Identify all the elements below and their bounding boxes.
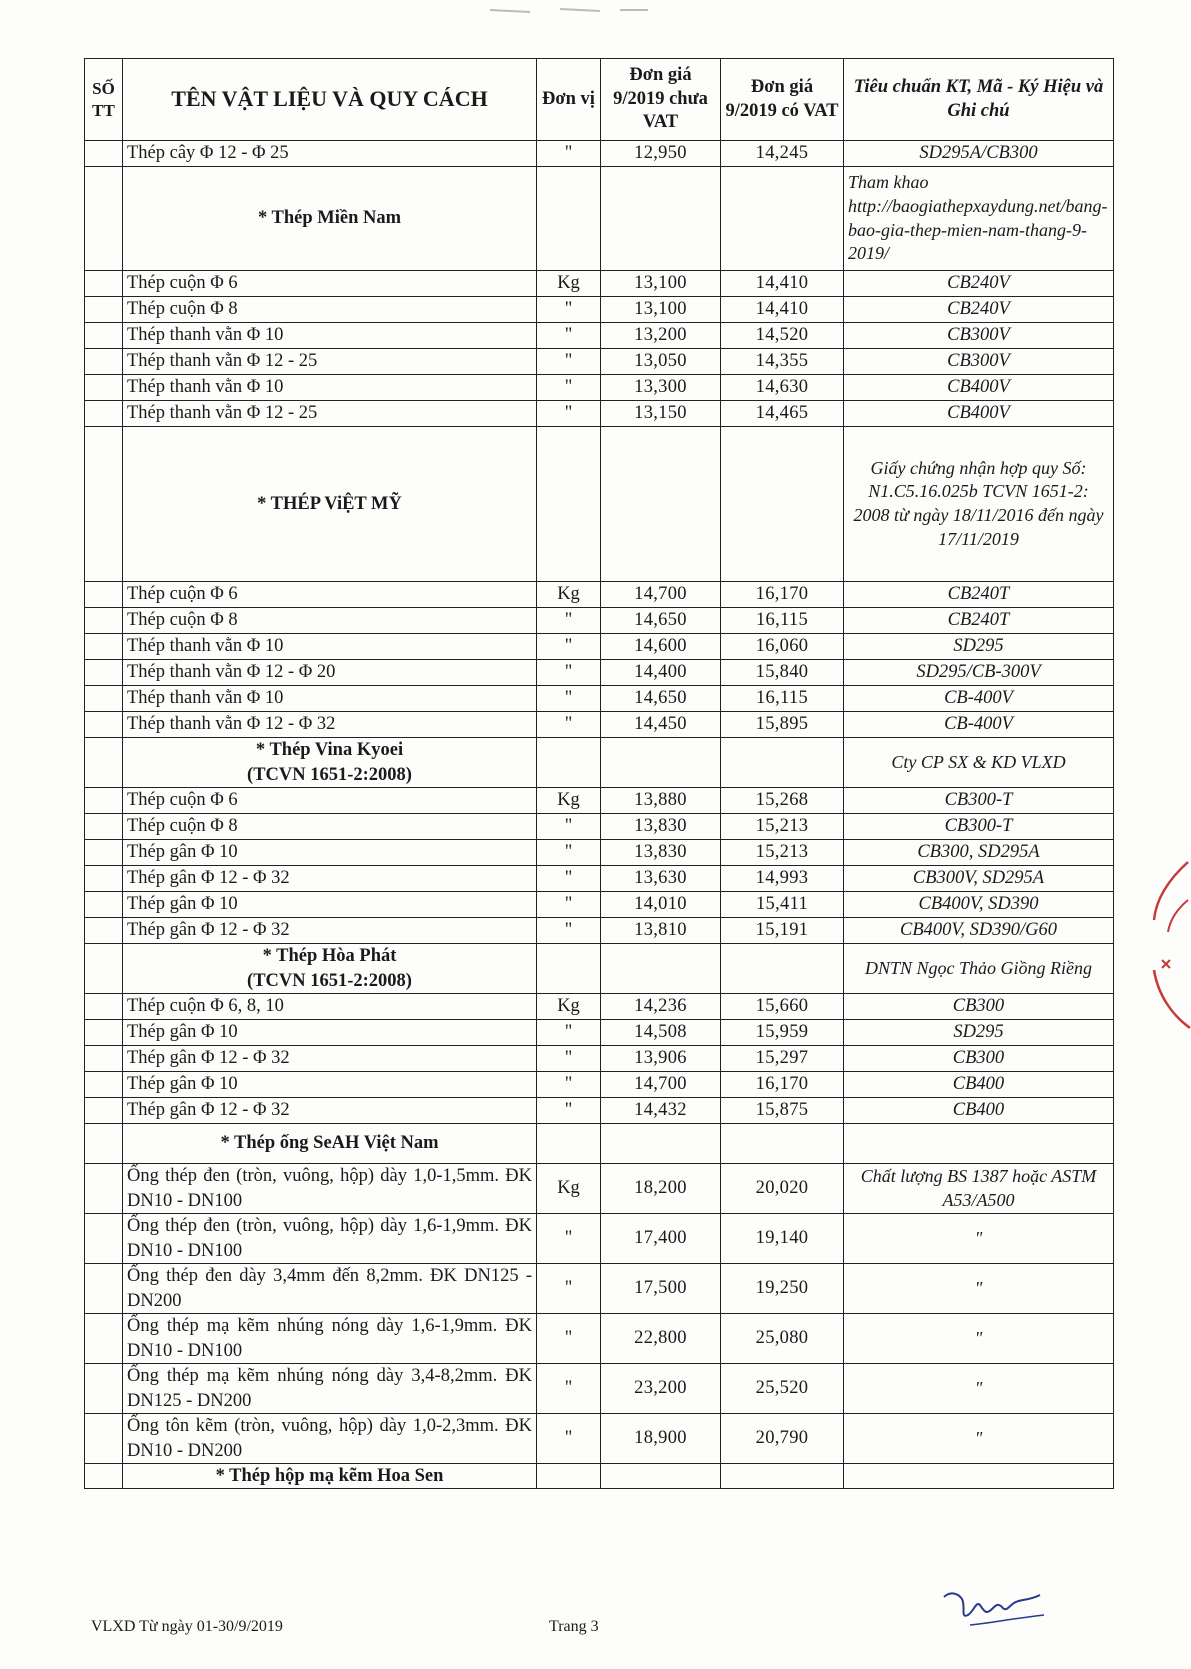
cell-stt xyxy=(85,141,123,167)
cell-price-ex-vat: 13,050 xyxy=(601,349,721,375)
section-title-line: * Thép Hòa Phát xyxy=(262,946,397,967)
cell-note: DNTN Ngọc Thảo Giồng Riềng xyxy=(844,944,1114,994)
cell-note: Chất lượng BS 1387 hoặc ASTM A53/A500 xyxy=(844,1164,1114,1214)
cell-price-ex-vat xyxy=(601,738,721,788)
cell-stt xyxy=(85,1164,123,1214)
cell-note: CB400V, SD390/G60 xyxy=(844,918,1114,944)
cell-price-ex-vat: 14,450 xyxy=(601,712,721,738)
cell-price-inc-vat: 14,410 xyxy=(721,297,844,323)
cell-note: CB300-T xyxy=(844,788,1114,814)
cell-stt xyxy=(85,686,123,712)
cell-note: SD295 xyxy=(844,1020,1114,1046)
cell-name: Thép cuộn Φ 8 xyxy=(123,297,537,323)
cell-price-inc-vat: 19,140 xyxy=(721,1214,844,1264)
table-header-row xyxy=(85,59,1114,141)
table-row xyxy=(85,582,1114,608)
cell-price-inc-vat: 19,250 xyxy=(721,1264,844,1314)
cell-price-ex-vat: 13,880 xyxy=(601,788,721,814)
scan-artifact xyxy=(490,4,650,18)
cell-price-ex-vat: 14,600 xyxy=(601,634,721,660)
cell-price-inc-vat xyxy=(721,1124,844,1164)
red-stamp-fragment xyxy=(1148,860,1191,1030)
cell-note: CB300 xyxy=(844,994,1114,1020)
header-note: Tiêu chuẩn KT, Mã - Ký Hiệu và Ghi chú xyxy=(844,59,1114,141)
cell-unit: " xyxy=(537,1264,601,1314)
cell-price-inc-vat xyxy=(721,738,844,788)
cell-note: CB240T xyxy=(844,582,1114,608)
cell-price-ex-vat: 14,010 xyxy=(601,892,721,918)
cell-stt xyxy=(85,1098,123,1124)
cell-unit: Kg xyxy=(537,1164,601,1214)
cell-price-ex-vat: 22,800 xyxy=(601,1314,721,1364)
cell-name: Ống thép đen dày 3,4mm đến 8,2mm. ĐK DN125 - DN200 xyxy=(123,1264,537,1314)
cell-unit: " xyxy=(537,1414,601,1464)
cell-note: " xyxy=(844,1314,1114,1364)
cell-name: Ống thép đen (tròn, vuông, hộp) dày 1,6-1,9mm. ĐK DN10 - DN100 xyxy=(123,1214,537,1264)
cell-stt xyxy=(85,660,123,686)
signature-mark xyxy=(940,1585,1050,1635)
cell-price-ex-vat xyxy=(601,1464,721,1489)
cell-price-inc-vat: 14,245 xyxy=(721,141,844,167)
cell-stt xyxy=(85,375,123,401)
cell-price-inc-vat: 14,410 xyxy=(721,271,844,297)
cell-note: Tham khao http://baogiathepxaydung.net/bang-bao-gia-thep-mien-nam-thang-9-2019/ xyxy=(844,167,1114,271)
table-row xyxy=(85,892,1114,918)
cell-stt xyxy=(85,1414,123,1464)
cell-unit: " xyxy=(537,892,601,918)
cell-price-ex-vat: 12,950 xyxy=(601,141,721,167)
section-title xyxy=(123,427,537,582)
cell-name: Thép gân Φ 12 - Φ 32 xyxy=(123,1046,537,1072)
table-row xyxy=(85,994,1114,1020)
cell-price-inc-vat: 15,660 xyxy=(721,994,844,1020)
cell-stt xyxy=(85,1214,123,1264)
cell-stt xyxy=(85,427,123,582)
section-title-line: * Thép ống SeAH Việt Nam xyxy=(220,1133,439,1154)
cell-stt xyxy=(85,167,123,271)
cell-price-ex-vat: 14,508 xyxy=(601,1020,721,1046)
table-row xyxy=(85,1164,1114,1214)
cell-unit: " xyxy=(537,712,601,738)
cell-stt xyxy=(85,1264,123,1314)
section-title xyxy=(123,1124,537,1164)
cell-price-ex-vat: 14,700 xyxy=(601,582,721,608)
table-row xyxy=(85,1020,1114,1046)
cell-unit: " xyxy=(537,1214,601,1264)
cell-note: CB-400V xyxy=(844,712,1114,738)
cell-name: Thép cuộn Φ 8 xyxy=(123,814,537,840)
cell-note: CB300V xyxy=(844,349,1114,375)
cell-price-ex-vat xyxy=(601,167,721,271)
cell-unit: " xyxy=(537,686,601,712)
cell-price-inc-vat: 15,297 xyxy=(721,1046,844,1072)
cell-stt xyxy=(85,738,123,788)
cell-note: SD295A/CB300 xyxy=(844,141,1114,167)
section-title xyxy=(123,738,537,788)
table-row xyxy=(85,634,1114,660)
cell-unit: " xyxy=(537,918,601,944)
cell-stt xyxy=(85,1464,123,1489)
cell-price-ex-vat: 23,200 xyxy=(601,1364,721,1414)
cell-note: CB-400V xyxy=(844,686,1114,712)
cell-name: Ống tôn kẽm (tròn, vuông, hộp) dày 1,0-2,3mm. ĐK DN10 - DN200 xyxy=(123,1414,537,1464)
cell-price-inc-vat: 15,411 xyxy=(721,892,844,918)
cell-price-inc-vat: 15,191 xyxy=(721,918,844,944)
cell-unit: " xyxy=(537,1020,601,1046)
cell-unit xyxy=(537,167,601,271)
table-row xyxy=(85,1046,1114,1072)
cell-stt xyxy=(85,634,123,660)
cell-note: CB300V xyxy=(844,323,1114,349)
cell-unit: " xyxy=(537,1098,601,1124)
header-stt: SỐ TT xyxy=(85,59,123,141)
table-row xyxy=(85,1364,1114,1414)
cell-price-inc-vat: 15,895 xyxy=(721,712,844,738)
cell-stt xyxy=(85,608,123,634)
cell-stt xyxy=(85,582,123,608)
section-title xyxy=(123,944,537,994)
table-row xyxy=(85,814,1114,840)
cell-price-ex-vat: 13,150 xyxy=(601,401,721,427)
table-row xyxy=(85,788,1114,814)
cell-price-inc-vat: 15,268 xyxy=(721,788,844,814)
cell-unit: " xyxy=(537,1046,601,1072)
cell-price-inc-vat: 20,790 xyxy=(721,1414,844,1464)
cell-price-inc-vat xyxy=(721,1464,844,1489)
cell-unit xyxy=(537,427,601,582)
cell-stt xyxy=(85,349,123,375)
cell-stt xyxy=(85,1124,123,1164)
cell-name: Thép cuộn Φ 6 xyxy=(123,271,537,297)
cell-note: Giấy chứng nhận hợp quy Số: N1.C5.16.025b TCVN 1651-2: 2008 từ ngày 18/11/2016 đến ngày 17/11/2019 xyxy=(844,427,1114,582)
cell-price-ex-vat: 13,630 xyxy=(601,866,721,892)
cell-stt xyxy=(85,297,123,323)
cell-stt xyxy=(85,814,123,840)
cell-unit: " xyxy=(537,297,601,323)
table-row xyxy=(85,1072,1114,1098)
cell-note: CB300, SD295A xyxy=(844,840,1114,866)
cell-price-inc-vat: 15,840 xyxy=(721,660,844,686)
cell-unit: " xyxy=(537,660,601,686)
table-row xyxy=(85,349,1114,375)
cell-price-ex-vat xyxy=(601,1124,721,1164)
table-row xyxy=(85,323,1114,349)
table-row xyxy=(85,712,1114,738)
cell-note: CB300V, SD295A xyxy=(844,866,1114,892)
cell-unit xyxy=(537,1464,601,1489)
cell-price-inc-vat: 14,630 xyxy=(721,375,844,401)
cell-note: " xyxy=(844,1414,1114,1464)
header-price-inc-vat: Đơn giá 9/2019 có VAT xyxy=(721,59,844,141)
section-title xyxy=(123,167,537,271)
cell-price-inc-vat: 14,465 xyxy=(721,401,844,427)
cell-price-ex-vat: 13,100 xyxy=(601,271,721,297)
price-table xyxy=(84,58,1114,1489)
table-row xyxy=(85,918,1114,944)
table-row xyxy=(85,608,1114,634)
cell-unit: " xyxy=(537,375,601,401)
cell-name: Thép gân Φ 10 xyxy=(123,1020,537,1046)
cell-price-ex-vat: 13,200 xyxy=(601,323,721,349)
cell-price-inc-vat: 15,875 xyxy=(721,1098,844,1124)
section-row xyxy=(85,738,1114,788)
cell-unit: " xyxy=(537,349,601,375)
cell-name: Thép thanh vằn Φ 12 - 25 xyxy=(123,349,537,375)
section-title-line: * Thép Vina Kyoei xyxy=(255,740,404,761)
cell-note: CB300-T xyxy=(844,814,1114,840)
cell-stt xyxy=(85,1020,123,1046)
cell-name: Thép gân Φ 12 - Φ 32 xyxy=(123,866,537,892)
section-title-line: * THÉP ViỆT MỸ xyxy=(257,493,402,514)
cell-price-ex-vat: 13,906 xyxy=(601,1046,721,1072)
cell-note xyxy=(844,1464,1114,1489)
cell-name: Thép gân Φ 10 xyxy=(123,840,537,866)
cell-unit: " xyxy=(537,1364,601,1414)
table-row xyxy=(85,271,1114,297)
cell-unit xyxy=(537,1124,601,1164)
cell-price-ex-vat: 13,810 xyxy=(601,918,721,944)
cell-price-inc-vat: 16,115 xyxy=(721,608,844,634)
cell-price-inc-vat: 25,520 xyxy=(721,1364,844,1414)
table-row xyxy=(85,1314,1114,1364)
cell-name: Thép cuộn Φ 6 xyxy=(123,788,537,814)
table-row xyxy=(85,141,1114,167)
cell-name: Thép gân Φ 10 xyxy=(123,1072,537,1098)
cell-stt xyxy=(85,271,123,297)
cell-stt xyxy=(85,712,123,738)
cell-note: CB400V xyxy=(844,401,1114,427)
cell-name: Thép thanh vằn Φ 10 xyxy=(123,634,537,660)
cell-price-inc-vat: 14,993 xyxy=(721,866,844,892)
table-row xyxy=(85,1414,1114,1464)
cell-price-ex-vat: 18,900 xyxy=(601,1414,721,1464)
cell-price-inc-vat xyxy=(721,167,844,271)
cell-name: Thép thanh vằn Φ 10 xyxy=(123,323,537,349)
cell-unit xyxy=(537,738,601,788)
cell-price-inc-vat: 14,520 xyxy=(721,323,844,349)
cell-stt xyxy=(85,1364,123,1414)
table-row xyxy=(85,1098,1114,1124)
footer-date-range: VLXD Từ ngày 01-30/9/2019 xyxy=(91,1618,283,1635)
cell-stt xyxy=(85,1072,123,1098)
cell-stt xyxy=(85,401,123,427)
cell-name: Thép cây Φ 12 - Φ 25 xyxy=(123,141,537,167)
header-unit: Đơn vị xyxy=(537,59,601,141)
cell-unit: " xyxy=(537,634,601,660)
header-name: TÊN VẬT LIỆU VÀ QUY CÁCH xyxy=(123,59,537,141)
cell-name: Thép thanh vằn Φ 12 - Φ 20 xyxy=(123,660,537,686)
cell-price-ex-vat: 13,100 xyxy=(601,297,721,323)
section-row xyxy=(85,944,1114,994)
cell-unit: Kg xyxy=(537,582,601,608)
cell-note: " xyxy=(844,1364,1114,1414)
cell-note: CB240V xyxy=(844,271,1114,297)
cell-note: CB240V xyxy=(844,297,1114,323)
cell-note: Cty CP SX & KD VLXD xyxy=(844,738,1114,788)
cell-unit: Kg xyxy=(537,271,601,297)
cell-price-ex-vat xyxy=(601,944,721,994)
section-row xyxy=(85,167,1114,271)
cell-unit: Kg xyxy=(537,994,601,1020)
cell-stt xyxy=(85,323,123,349)
cell-note: CB240T xyxy=(844,608,1114,634)
section-title-line: * Thép Miền Nam xyxy=(257,208,402,229)
cell-price-ex-vat: 14,650 xyxy=(601,608,721,634)
cell-price-inc-vat xyxy=(721,427,844,582)
cell-name: Thép cuộn Φ 6 xyxy=(123,582,537,608)
cell-unit: " xyxy=(537,866,601,892)
cell-price-inc-vat: 16,060 xyxy=(721,634,844,660)
table-row xyxy=(85,840,1114,866)
cell-price-ex-vat: 14,432 xyxy=(601,1098,721,1124)
section-subtitle-line: (TCVN 1651-2:2008) xyxy=(247,764,412,785)
cell-price-inc-vat: 16,115 xyxy=(721,686,844,712)
table-row xyxy=(85,866,1114,892)
cell-price-ex-vat: 13,300 xyxy=(601,375,721,401)
cell-price-ex-vat: 14,236 xyxy=(601,994,721,1020)
table-row xyxy=(85,1264,1114,1314)
cell-price-inc-vat: 25,080 xyxy=(721,1314,844,1364)
cell-stt xyxy=(85,892,123,918)
cell-name: Thép gân Φ 12 - Φ 32 xyxy=(123,1098,537,1124)
cell-price-ex-vat: 17,500 xyxy=(601,1264,721,1314)
cell-unit: " xyxy=(537,401,601,427)
cell-price-inc-vat: 14,355 xyxy=(721,349,844,375)
cell-unit: " xyxy=(537,840,601,866)
section-row xyxy=(85,427,1114,582)
cell-unit: Kg xyxy=(537,788,601,814)
cell-unit: " xyxy=(537,1072,601,1098)
cell-price-ex-vat: 14,650 xyxy=(601,686,721,712)
cell-price-ex-vat: 17,400 xyxy=(601,1214,721,1264)
cell-name: Thép thanh vằn Φ 12 - Φ 32 xyxy=(123,712,537,738)
table-row xyxy=(85,375,1114,401)
cell-price-inc-vat xyxy=(721,944,844,994)
table-row xyxy=(85,686,1114,712)
section-title xyxy=(123,1464,537,1489)
cell-stt xyxy=(85,918,123,944)
section-row xyxy=(85,1124,1114,1164)
cell-note: SD295/CB-300V xyxy=(844,660,1114,686)
cell-price-ex-vat: 13,830 xyxy=(601,814,721,840)
cell-price-ex-vat: 13,830 xyxy=(601,840,721,866)
cell-stt xyxy=(85,944,123,994)
cell-price-inc-vat: 16,170 xyxy=(721,582,844,608)
cell-price-inc-vat: 15,959 xyxy=(721,1020,844,1046)
cell-price-inc-vat: 16,170 xyxy=(721,1072,844,1098)
cell-note: SD295 xyxy=(844,634,1114,660)
cell-name: Ống thép mạ kẽm nhúng nóng dày 3,4-8,2mm. ĐK DN125 - DN200 xyxy=(123,1364,537,1414)
cell-stt xyxy=(85,1314,123,1364)
cell-unit: " xyxy=(537,814,601,840)
cell-note: CB400 xyxy=(844,1098,1114,1124)
cell-price-inc-vat: 15,213 xyxy=(721,814,844,840)
cell-name: Ống thép đen (tròn, vuông, hộp) dày 1,0-1,5mm. ĐK DN10 - DN100 xyxy=(123,1164,537,1214)
cell-unit: " xyxy=(537,1314,601,1364)
cell-price-inc-vat: 20,020 xyxy=(721,1164,844,1214)
cell-stt xyxy=(85,994,123,1020)
cell-unit xyxy=(537,944,601,994)
cell-price-ex-vat: 14,700 xyxy=(601,1072,721,1098)
cell-price-inc-vat: 15,213 xyxy=(721,840,844,866)
cell-name: Thép gân Φ 10 xyxy=(123,892,537,918)
cell-note xyxy=(844,1124,1114,1164)
cell-unit: " xyxy=(537,141,601,167)
cell-name: Thép cuộn Φ 8 xyxy=(123,608,537,634)
section-row xyxy=(85,1464,1114,1489)
table-row xyxy=(85,1214,1114,1264)
cell-price-ex-vat xyxy=(601,427,721,582)
cell-price-ex-vat: 18,200 xyxy=(601,1164,721,1214)
cell-name: Ống thép mạ kẽm nhúng nóng dày 1,6-1,9mm. ĐK DN10 - DN100 xyxy=(123,1314,537,1364)
section-subtitle-line: (TCVN 1651-2:2008) xyxy=(247,970,412,991)
cell-name: Thép cuộn Φ 6, 8, 10 xyxy=(123,994,537,1020)
cell-note: " xyxy=(844,1264,1114,1314)
table-row xyxy=(85,660,1114,686)
cell-note: CB300 xyxy=(844,1046,1114,1072)
footer-page-number: Trang 3 xyxy=(549,1618,599,1635)
section-title-line: * Thép hộp mạ kẽm Hoa Sen xyxy=(215,1466,444,1486)
cell-stt xyxy=(85,866,123,892)
cell-price-ex-vat: 14,400 xyxy=(601,660,721,686)
table-row xyxy=(85,401,1114,427)
table-row xyxy=(85,297,1114,323)
cell-name: Thép thanh vằn Φ 10 xyxy=(123,686,537,712)
cell-note: CB400V, SD390 xyxy=(844,892,1114,918)
cell-stt xyxy=(85,840,123,866)
cell-stt xyxy=(85,788,123,814)
table-body xyxy=(85,141,1114,1489)
cell-note: " xyxy=(844,1214,1114,1264)
cell-stt xyxy=(85,1046,123,1072)
header-price-ex-vat: Đơn giá 9/2019 chưa VAT xyxy=(601,59,721,141)
cell-unit: " xyxy=(537,323,601,349)
cell-note: CB400V xyxy=(844,375,1114,401)
cell-unit: " xyxy=(537,608,601,634)
cell-name: Thép gân Φ 12 - Φ 32 xyxy=(123,918,537,944)
cell-name: Thép thanh vằn Φ 12 - 25 xyxy=(123,401,537,427)
cell-note: CB400 xyxy=(844,1072,1114,1098)
cell-name: Thép thanh vằn Φ 10 xyxy=(123,375,537,401)
